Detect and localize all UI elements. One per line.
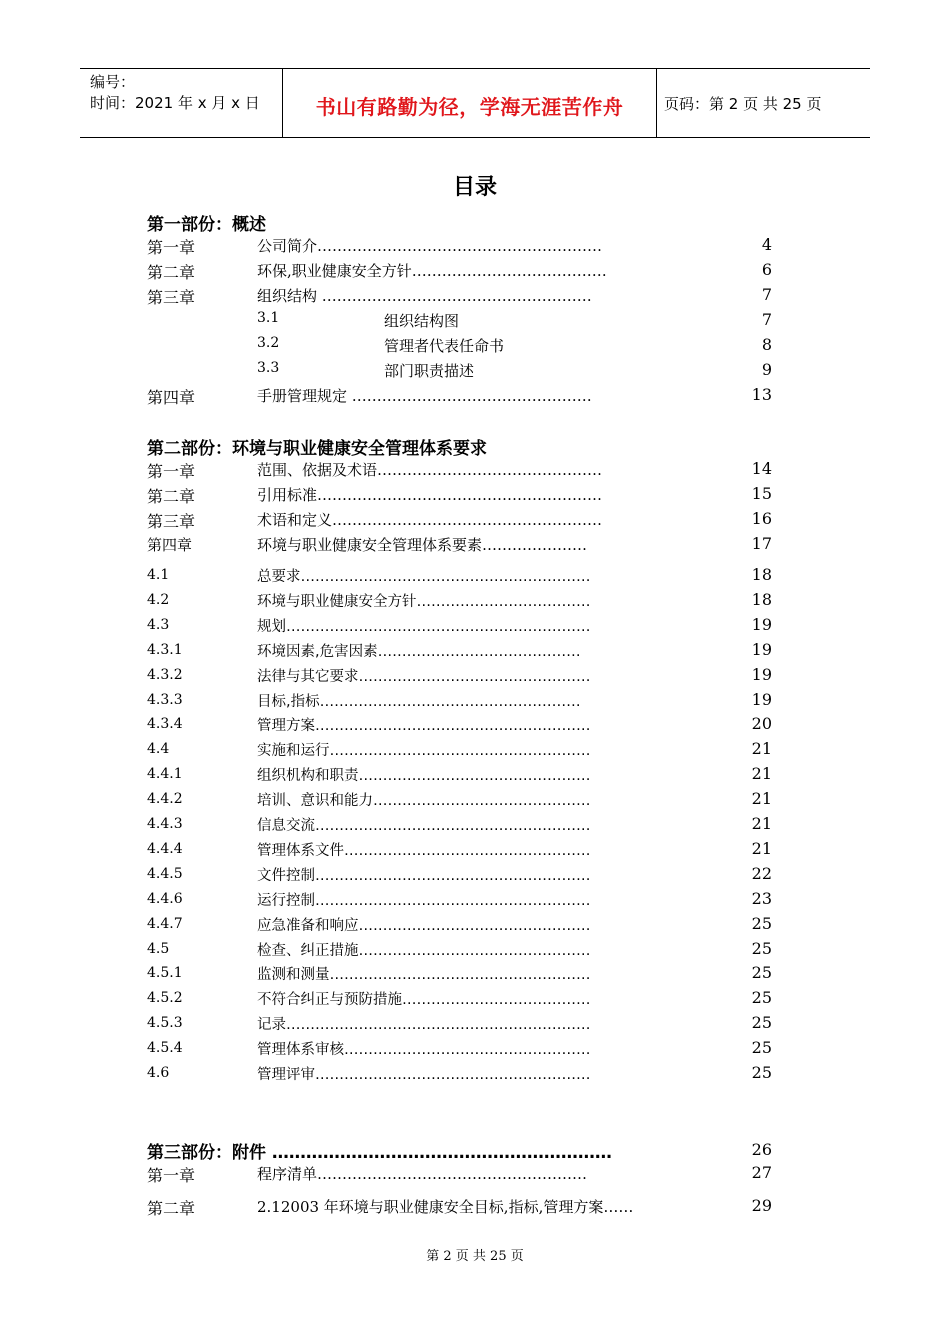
entry-number: 第三章: [147, 288, 196, 307]
part-page-row: [0, 1140, 950, 1164]
toc-entry: [0, 484, 950, 508]
doc-date: 时间：2021 年 x 月 x 日: [90, 94, 260, 112]
entry-number: 3.3: [257, 360, 280, 376]
entry-number: 4.4.4: [147, 840, 183, 857]
part-heading: 第二部份：环境与职业健康安全管理体系要求: [147, 439, 487, 459]
entry-number: 第一章: [147, 462, 196, 481]
page-number: 18: [751, 589, 772, 609]
page-number: 8: [761, 335, 772, 354]
entry-title: 环境与职业健康安全方针………………………………: [257, 593, 591, 610]
toc-entry: [0, 360, 950, 384]
page-number: 7: [761, 285, 772, 304]
part-heading: 第三部份：附件 ……………………………………………………: [147, 1143, 612, 1163]
page-number: 21: [751, 764, 772, 784]
entry-number: 4.5.2: [147, 990, 183, 1007]
toc-entry: [0, 739, 950, 763]
page-number: 26: [751, 1140, 772, 1159]
page-number: 4: [761, 235, 772, 254]
toc-title: 目录: [452, 175, 497, 200]
entry-title: 运行控制…………………………………………………: [257, 892, 591, 909]
entry-number: 4.5: [147, 940, 170, 957]
page-footer: 第 2 页 共 25 页: [426, 1249, 524, 1264]
toc-entry: [0, 764, 950, 788]
entry-title: 管理者代表任命书: [384, 337, 505, 355]
toc-entry: [0, 939, 950, 963]
toc-entry: [0, 509, 950, 533]
page-number: 9: [761, 360, 772, 379]
entry-title: 程序清单………………………………………………: [257, 1165, 588, 1183]
entry-title: 管理体系审核……………………………………………: [257, 1042, 591, 1059]
entry-number: 3.1: [257, 310, 280, 326]
entry-number: 4.4.6: [147, 890, 183, 907]
toc-entry: [0, 839, 950, 863]
toc-entry: [0, 459, 950, 483]
entry-title: 总要求……………………………………………………: [257, 569, 591, 585]
toc-entry: [0, 260, 950, 284]
page-number: 23: [751, 888, 772, 908]
entry-title: 检查、纠正措施…………………………………………: [257, 942, 591, 959]
toc-entry: [0, 285, 950, 309]
page-number: 19: [751, 614, 772, 634]
entry-number: 4.4.5: [147, 865, 183, 882]
doc-code-label: 编号：: [90, 73, 136, 91]
entry-title: 环境与职业健康安全管理体系要素…………………: [257, 536, 588, 554]
entry-number: 4.3.2: [147, 666, 183, 683]
entry-number: 4.3.3: [147, 691, 183, 708]
entry-title: 组织机构和职责…………………………………………: [257, 768, 591, 785]
entry-number: 4.4.3: [147, 816, 183, 832]
toc-entry: [0, 565, 950, 589]
toc-entry: [0, 1163, 950, 1187]
page-number: 25: [751, 1038, 772, 1058]
entry-number: 4.5.1: [147, 965, 183, 982]
entry-title: 规划………………………………………………………: [257, 618, 591, 635]
entry-title: 目标,指标………………………………………………: [257, 693, 581, 710]
page-number: 25: [751, 913, 772, 933]
entry-number: 4.2: [147, 591, 170, 608]
entry-number: 第一章: [147, 238, 196, 257]
entry-title: 组织结构图: [384, 312, 460, 330]
entry-number: 4.4: [147, 741, 170, 758]
toc-entry: [0, 235, 950, 259]
page-number: 21: [751, 814, 772, 833]
entry-title: 实施和运行………………………………………………: [257, 743, 591, 760]
entry-title: 环境因素,危害因素……………………………………: [257, 643, 581, 660]
entry-title: 部门职责描述: [384, 362, 475, 380]
part-heading: 第一部份：概述: [147, 215, 266, 235]
entry-title: 管理评审…………………………………………………: [257, 1067, 591, 1083]
toc-entry: [0, 1196, 950, 1220]
toc-entry: [0, 385, 950, 409]
toc-entry: [0, 310, 950, 334]
toc-entry: [0, 789, 950, 813]
page-number: 27: [751, 1163, 772, 1182]
toc-entry: [0, 615, 950, 639]
toc-entry: [0, 534, 950, 558]
entry-number: 第三章: [147, 512, 196, 531]
entry-title: 信息交流…………………………………………………: [257, 818, 591, 834]
entry-title: 2.12003 年环境与职业健康安全目标,指标,管理方案……: [257, 1198, 634, 1216]
entry-title: 法律与其它要求…………………………………………: [257, 668, 591, 685]
entry-number: 4.5.3: [147, 1015, 183, 1032]
entry-number: 4.4.1: [147, 766, 183, 783]
page-number: 16: [751, 509, 772, 528]
entry-title: 监测和测量………………………………………………: [257, 967, 591, 984]
page-number: 21: [751, 789, 772, 809]
page-number: 21: [751, 838, 772, 858]
entry-number: 4.3: [147, 616, 170, 633]
toc-entry: [0, 988, 950, 1012]
entry-number: 4.3.1: [147, 641, 183, 658]
page-number: 7: [761, 310, 772, 329]
entry-number: 第四章: [147, 388, 196, 407]
header-motto: 书山有路勤为径，学海无涯苦作舟: [315, 95, 624, 119]
entry-number: 4.5.4: [147, 1040, 183, 1057]
toc-entry: [0, 1013, 950, 1037]
entry-number: 第二章: [147, 263, 196, 282]
entry-title: 文件控制…………………………………………………: [257, 867, 591, 884]
toc-entry: [0, 889, 950, 913]
toc-entry: [0, 335, 950, 359]
entry-number: 4.6: [147, 1065, 170, 1081]
page-number: 25: [751, 1063, 772, 1082]
toc-entry: [0, 1063, 950, 1087]
page-number: 14: [751, 459, 772, 478]
entry-number: 第二章: [147, 1199, 196, 1218]
entry-number: 第一章: [147, 1166, 196, 1185]
entry-title: 记录………………………………………………………: [257, 1017, 591, 1034]
entry-title: 公司简介…………………………………………………: [257, 237, 603, 255]
page-number: 25: [751, 938, 772, 958]
toc-entry: [0, 640, 950, 664]
page-number: 15: [751, 484, 772, 503]
entry-number: 第二章: [147, 487, 196, 506]
page-number: 6: [761, 260, 772, 279]
toc-entry: [0, 814, 950, 838]
entry-title: 手册管理规定 …………………………………………: [257, 387, 592, 405]
toc-entry: [0, 714, 950, 738]
page-number: 22: [751, 863, 772, 883]
toc-entry: [0, 864, 950, 888]
entry-number: 3.2: [257, 335, 280, 351]
entry-number: 4.3.4: [147, 716, 183, 733]
entry-number: 4.1: [147, 567, 170, 583]
page-number: 13: [751, 385, 772, 404]
entry-title: 不符合纠正与预防措施…………………………………: [257, 992, 591, 1009]
entry-title: 引用标准…………………………………………………: [257, 486, 603, 504]
entry-title: 管理方案…………………………………………………: [257, 718, 591, 735]
toc-entry: [0, 1038, 950, 1062]
page-number: 21: [751, 739, 772, 759]
page-number: 19: [751, 689, 772, 709]
entry-title: 应急准备和响应…………………………………………: [257, 917, 591, 934]
entry-title: 组织结构 ………………………………………………: [257, 287, 592, 305]
entry-number: 第四章: [147, 536, 193, 554]
entry-title: 培训、意识和能力………………………………………: [257, 793, 591, 810]
entry-number: 4.4.7: [147, 915, 183, 932]
page-number: 25: [751, 963, 772, 983]
entry-title: 术语和定义………………………………………………: [257, 511, 603, 529]
entry-title: 范围、依据及术语………………………………………: [257, 461, 603, 479]
entry-number: 4.4.2: [147, 791, 183, 808]
toc-entry: [0, 963, 950, 987]
page-number: 18: [751, 565, 772, 584]
page-number: 25: [751, 988, 772, 1008]
toc-entry: [0, 665, 950, 689]
page-number: 20: [751, 714, 772, 734]
page-number: 17: [751, 534, 772, 553]
page-number: 19: [751, 639, 772, 659]
entry-title: 管理体系文件……………………………………………: [257, 842, 591, 859]
toc-entry: [0, 690, 950, 714]
header-page-info: 页码：第 2 页 共 25 页: [664, 95, 822, 113]
toc-entry: [0, 590, 950, 614]
entry-title: 环保,职业健康安全方针…………………………………: [257, 262, 607, 280]
page-number: 29: [751, 1196, 772, 1215]
toc-entry: [0, 914, 950, 938]
page-number: 19: [751, 664, 772, 684]
page-number: 25: [751, 1013, 772, 1033]
